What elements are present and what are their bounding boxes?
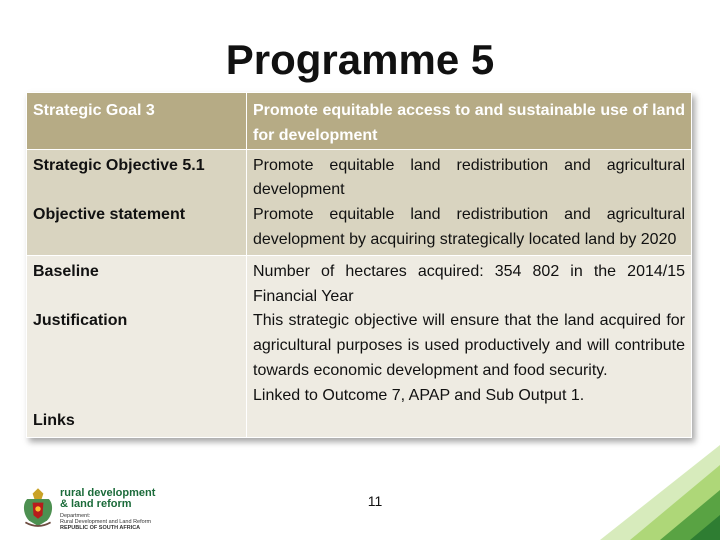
logo-sub-1: Department: (60, 513, 91, 519)
objective-values-cell (247, 149, 692, 255)
objective-statement-value: Promote equitable land redistribution and agricultural development by acquiring strategically located land by 2020 (253, 206, 685, 248)
baseline-value: Number of hectares acquired: 354 802 in the 2014/15 Financial Year (253, 262, 685, 305)
logo-sub-3: REPUBLIC OF SOUTH AFRICA (60, 525, 141, 531)
logo-line-1: rural development (60, 487, 156, 499)
table-row-baseline (27, 255, 692, 438)
programme-table-grid (26, 92, 692, 438)
objective-statement-label: Objective statement (33, 206, 186, 224)
baseline-values-cell (247, 255, 692, 438)
strategic-objective-label: Strategic Objective 5.1 (33, 156, 205, 174)
department-logo-text (60, 488, 155, 531)
links-label: Links (33, 411, 75, 429)
strategic-objective-value: Promote equitable land redistribution and agricultural development (253, 156, 685, 199)
baseline-label: Baseline (33, 262, 99, 280)
table-row-goal (27, 93, 692, 150)
logo-sub-2: Rural Development and Land Reform (60, 519, 152, 525)
coat-of-arms-logo (20, 486, 56, 530)
page-number: 11 (367, 493, 383, 509)
page-title: Programme 5 (225, 36, 495, 83)
justification-value: This strategic objective will ensure that the land acquired for agricultural purposes is used productively and will contribute towards economic development and food security. (253, 312, 685, 379)
baseline-labels-cell (27, 255, 247, 438)
table-row-objective (27, 149, 692, 255)
links-value: Linked to Outcome 7, APAP and Sub Output 1. (253, 386, 585, 404)
strategic-goal-label: Strategic Goal 3 (27, 93, 247, 150)
justification-label: Justification (33, 312, 128, 330)
programme-table (26, 92, 692, 438)
objective-labels-cell (27, 149, 247, 255)
logo-line-2: & land reform (60, 498, 132, 510)
strategic-goal-value: Promote equitable access to and sustainable use of land for development (247, 93, 692, 150)
corner-decoration (560, 445, 720, 540)
